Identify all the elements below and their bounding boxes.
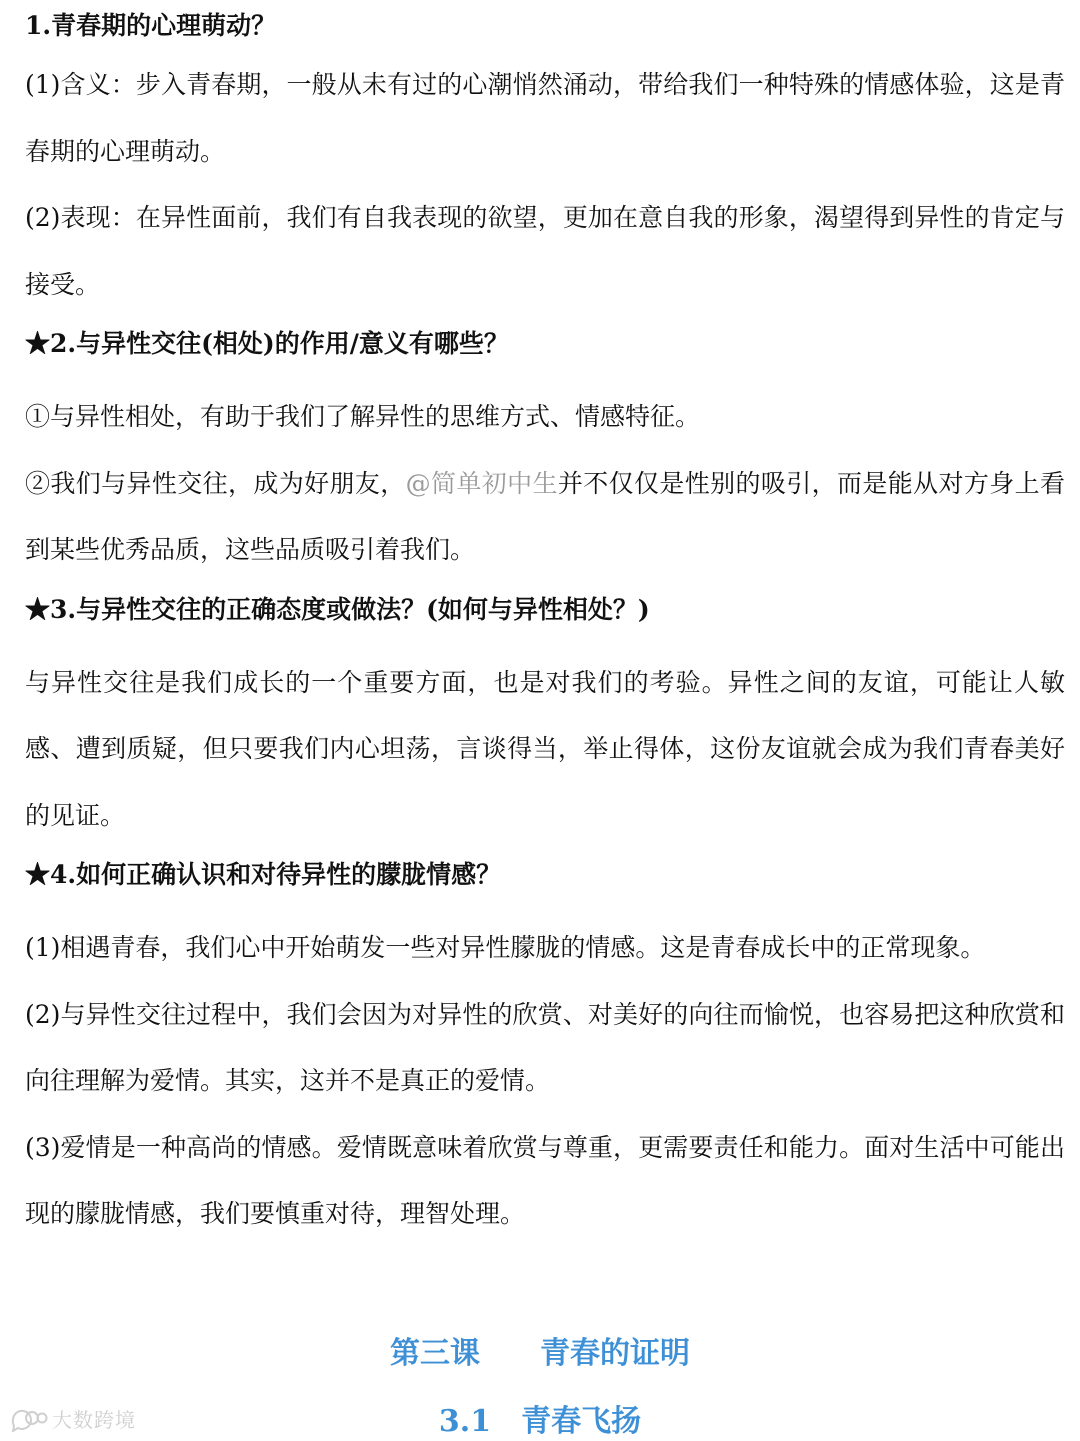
paragraph-3-1: 与异性交往是我们成长的一个重要方面，也是对我们的考验。异性之间的友谊，可能让人敏感、遭到质疑，但只要我们内心坦荡，言谈得当，举止得体，这份友谊就会成为我们青春美好的见证。 <box>25 667 1065 830</box>
inline-watermark: @简单初中生 <box>405 468 558 498</box>
paragraph-1-2: (2)表现：在异性面前，我们有自我表现的欲望，更加在意自我的形象，渴望得到异性的肯定与接受。 <box>25 203 1065 299</box>
paragraph-2-1: ①与异性相处，有助于我们了解异性的思维方式、情感特征。 <box>25 402 701 431</box>
section-title: 3.1 青春飞扬 <box>438 1404 642 1439</box>
paragraph-1-1: (1)含义：步入青春期，一般从未有过的心潮悄然涌动，带给我们一种特殊的情感体验，这是青春期的心理萌动。 <box>25 70 1065 166</box>
paragraph-2-2-start: ②我们与异性交往，成为好朋友， <box>25 468 406 498</box>
section-heading-1: 1.青春期的心理萌动？ <box>25 11 277 40</box>
paragraph-4-2: (2)与异性交往过程中，我们会因为对异性的欣赏、对美好的向往而愉悦，也容易把这种欣赏和向往理解为爱情。其实，这并不是真正的爱情。 <box>25 999 1065 1095</box>
corner-watermark <box>10 1404 136 1433</box>
chapter-title: 第三课 青春的证明 <box>390 1336 690 1371</box>
paragraph-2-2 <box>25 451 1065 584</box>
paragraph-4-1: (1)相遇青春，我们心中开始萌发一些对异性朦胧的情感。这是青春成长中的正常现象。 <box>25 933 986 962</box>
section-heading-4: ★4.如何正确认识和对待异性的朦胧情感？ <box>25 860 502 889</box>
paragraph-2-2-end: 并不仅仅是性别的吸引，而是能从对方身上看到某些优秀品质，这些品质吸引着我们。 <box>25 468 1065 564</box>
section-heading-2: ★2.与异性交往(相处)的作用/意义有哪些？ <box>25 329 509 358</box>
document-page <box>25 0 1065 1248</box>
section-heading-3: ★3.与异性交往的正确态度或做法？(如何与异性相处？) <box>25 594 650 624</box>
watermark-text: 大数跨境 <box>52 1408 136 1432</box>
chat-bubble-logo-icon <box>10 1406 48 1432</box>
paragraph-4-3: (3)爱情是一种高尚的情感。爱情既意味着欣赏与尊重，更需要责任和能力。面对生活中可能出现的朦胧情感，我们要慎重对待，理智处理。 <box>25 1132 1065 1228</box>
